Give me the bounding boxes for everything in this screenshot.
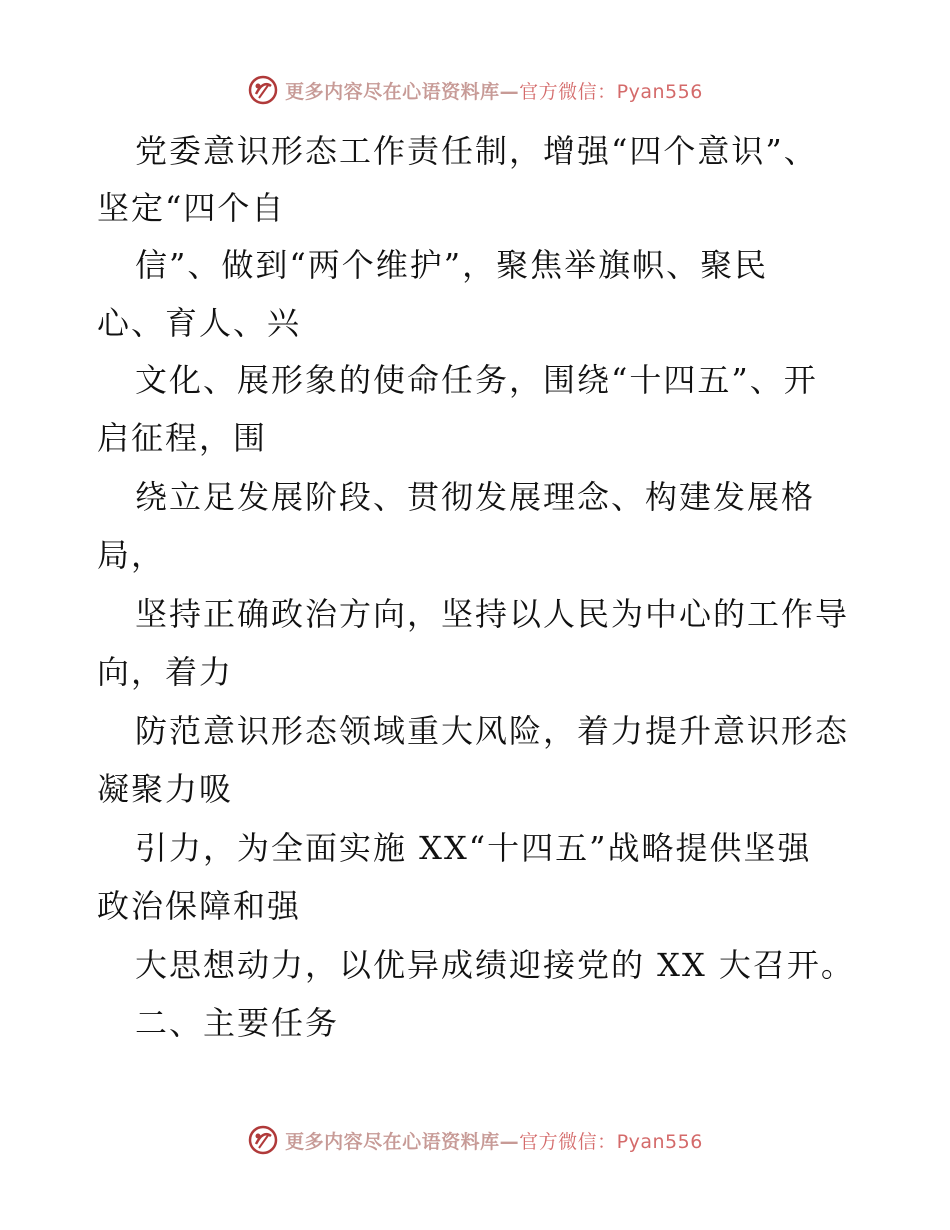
body-line-4: 心、育人、兴 — [97, 304, 302, 342]
body-line-10: 向，着力 — [97, 653, 234, 691]
body-line-14: 政治保障和强 — [97, 887, 302, 925]
body-line-2: 坚定“四个自 — [97, 189, 286, 227]
body-line-3: 信”、做到“两个维护”，聚焦举旗帜、聚民 — [135, 246, 769, 284]
header-banner — [0, 72, 950, 108]
banner-library-text: 更多内容尽在心语资料库— — [285, 1130, 520, 1153]
body-line-8: 局， — [97, 536, 166, 574]
banner-wechat-text: 官方微信：Pyan556 — [519, 80, 703, 103]
banner-text — [285, 77, 703, 104]
banner-library-text: 更多内容尽在心语资料库— — [285, 80, 520, 103]
banner-wechat-text: 官方微信：Pyan556 — [519, 1130, 703, 1153]
body-line-15: 大思想动力，以优异成绩迎接党的 XX 大召开。 — [135, 946, 855, 984]
body-line-9: 坚持正确政治方向，坚持以人民为中心的工作导 — [135, 595, 850, 633]
body-line-1: 党委意识形态工作责任制，增强“四个意识”、 — [135, 132, 818, 170]
body-line-5: 文化、展形象的使命任务，围绕“十四五”、开 — [135, 361, 818, 399]
body-line-13: 引力，为全面实施 XX“十四五”战略提供坚强 — [135, 829, 812, 867]
body-line-6: 启征程，围 — [97, 419, 268, 457]
footer-banner — [0, 1122, 950, 1158]
body-line-11: 防范意识形态领域重大风险，着力提升意识形态 — [135, 712, 850, 750]
brand-logo-icon — [247, 1124, 279, 1156]
body-line-12: 凝聚力吸 — [97, 770, 234, 808]
brand-logo-icon — [247, 74, 279, 106]
section-heading: 二、主要任务 — [135, 1004, 340, 1042]
body-line-7: 绕立足发展阶段、贯彻发展理念、构建发展格 — [135, 478, 816, 516]
banner-text — [285, 1127, 703, 1154]
